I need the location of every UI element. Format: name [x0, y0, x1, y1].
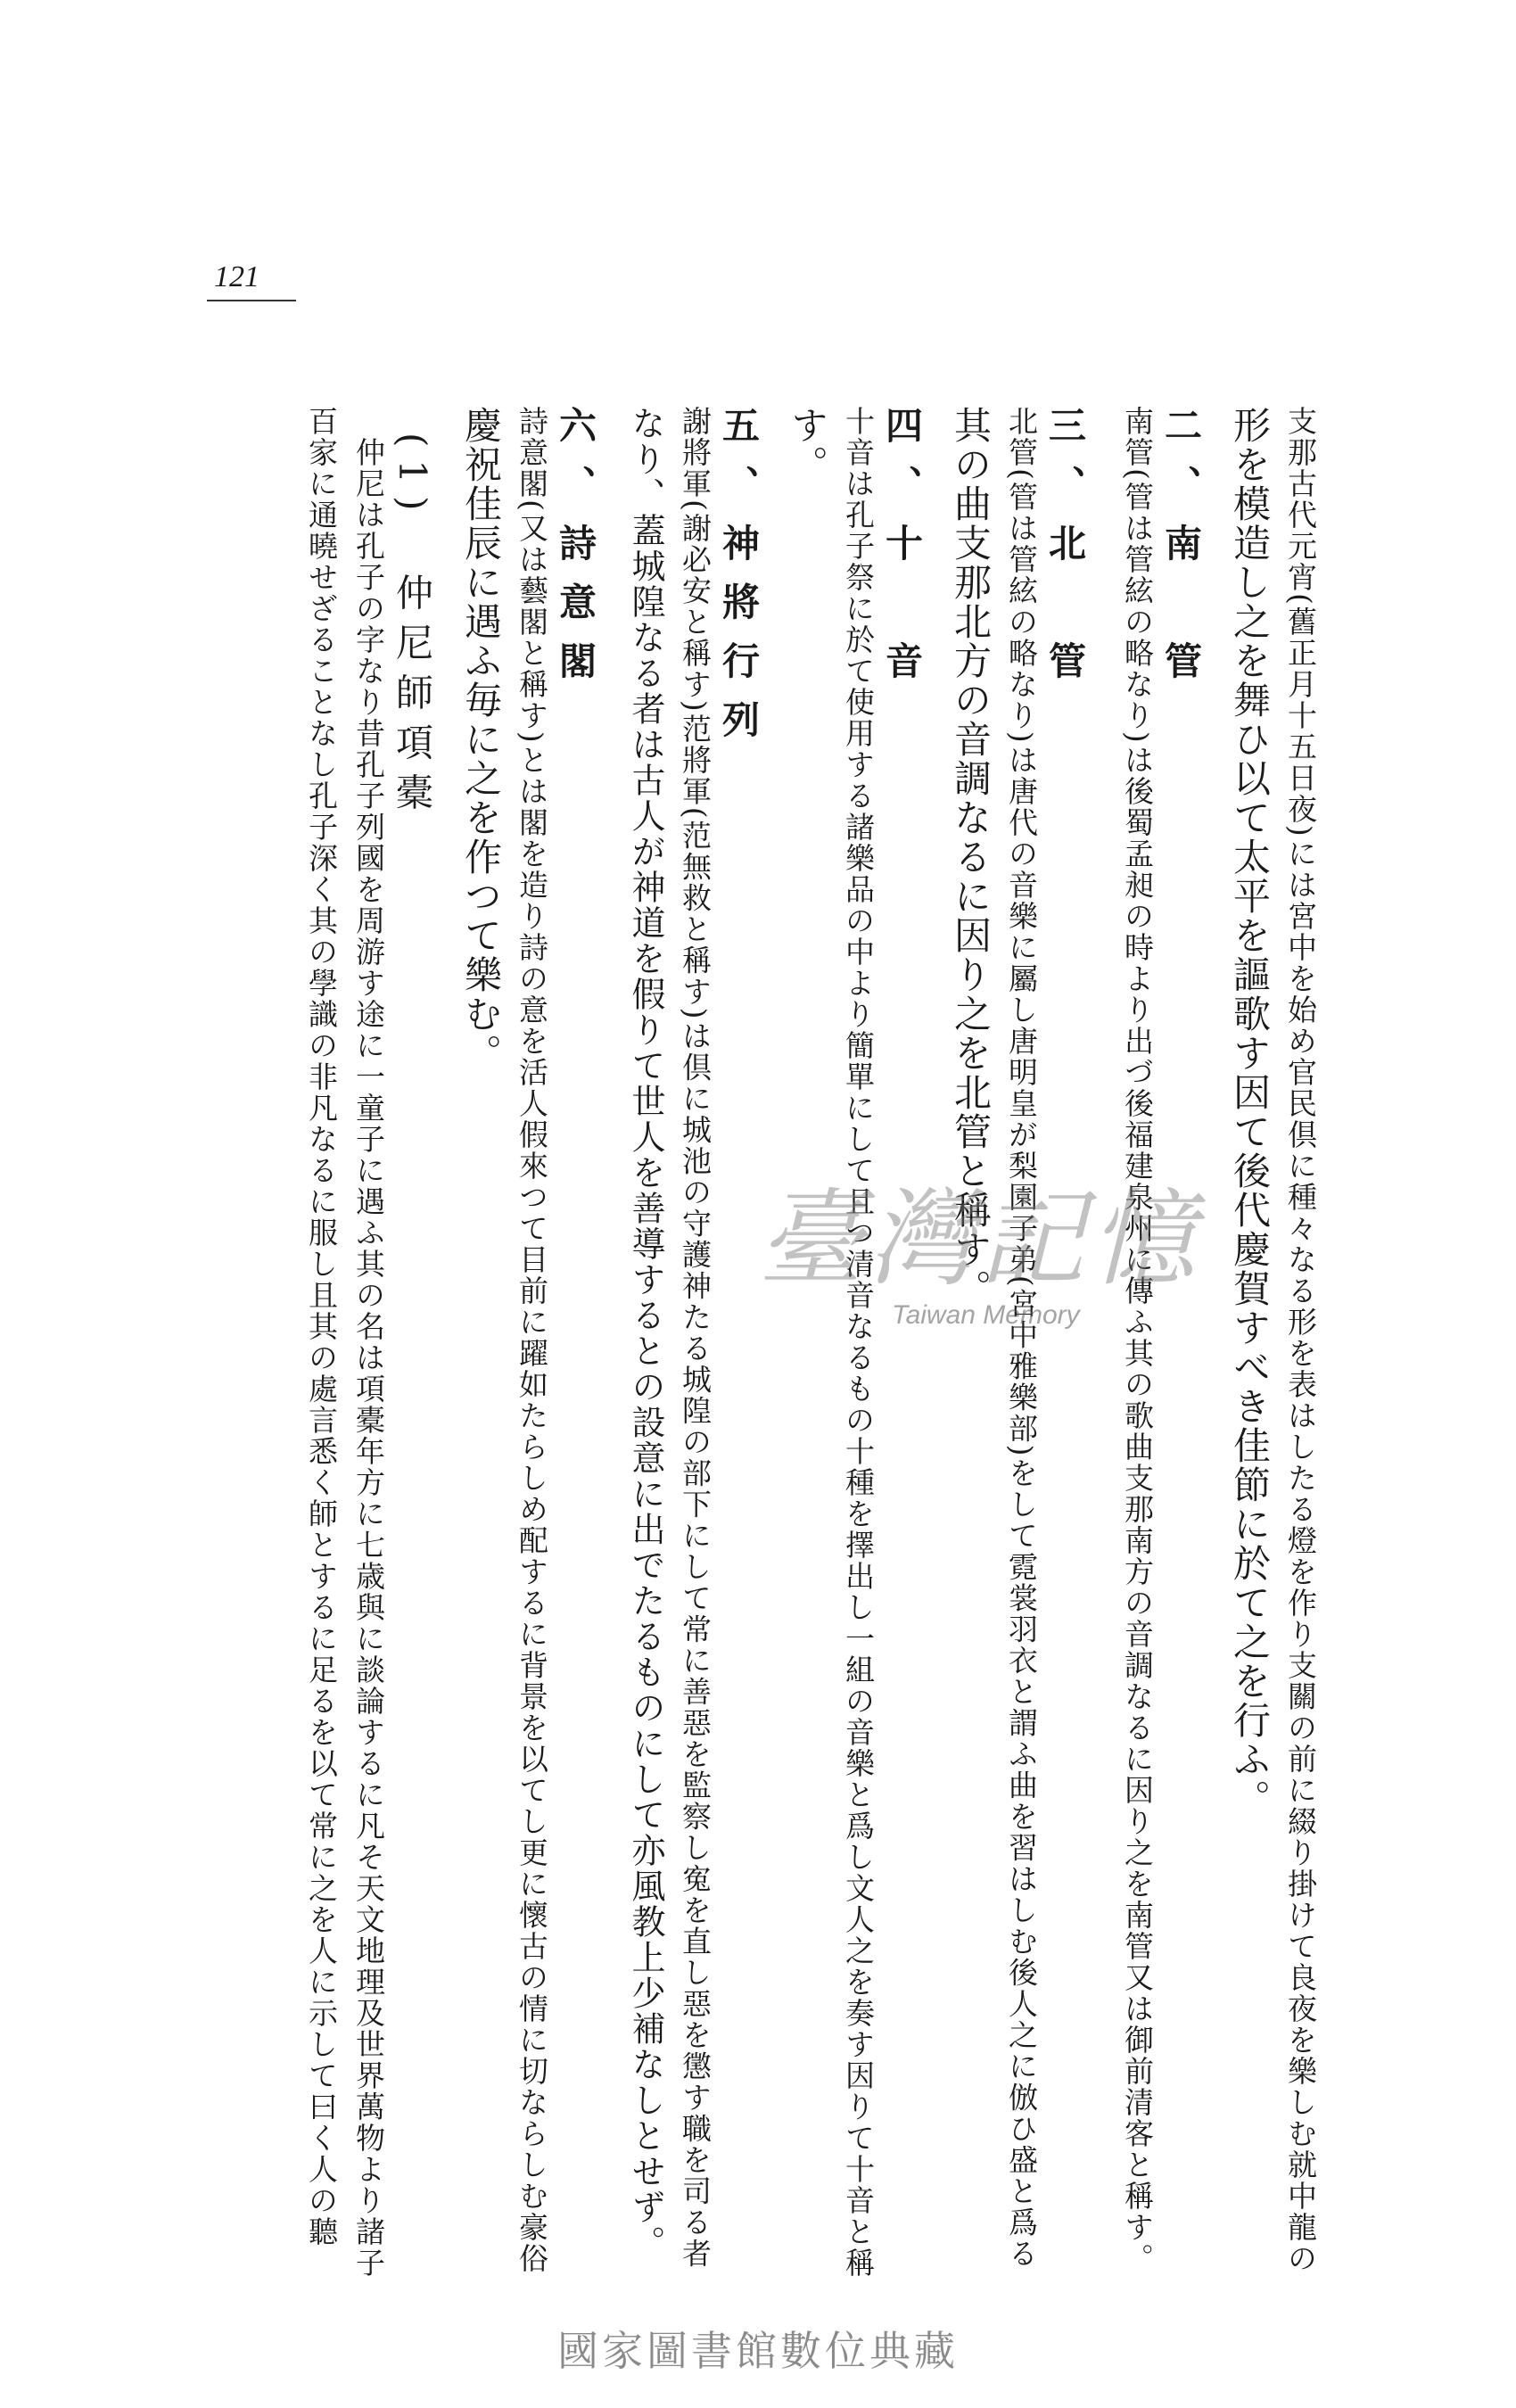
section-heading: 四、十 音	[880, 406, 924, 700]
watermark-sub: Taiwan Memory	[892, 1300, 1080, 1330]
section-heading: 五、神將行列	[717, 406, 761, 759]
text-column: 百家に通曉せざることなし孔子深く其の學識の非凡なるに服し且其の處言悉く師とするに足るを以て常に之を人に示して曰く人の聽	[304, 406, 339, 2247]
text-column: 謝將軍(謝必安と稱す)范將軍(范無救と稱す)は倶に城池の守護神たる城隍の部下にして常に善惡を監察し寃を直し惡を懲す職を司る者	[678, 406, 713, 2270]
page-number-rule	[207, 300, 296, 301]
subsection-heading: (1) 仲尼師項橐	[391, 433, 434, 823]
page-number: 121	[214, 260, 260, 293]
text-column: 支那古代元宵(舊正月十五日夜)には宮中を始め官民倶に種々なる形を表はしたる燈を作り支關の前に綴り掛けて良夜を樂しむ就中龍の	[1283, 406, 1318, 2274]
text-column: す。	[786, 406, 829, 484]
text-column: 十音は孔子祭に於て使用する諸樂品の中より簡單にして且つ清音なるもの十種を擇出し一組の音樂と爲し文人之を奏す因りて十音と稱	[841, 406, 876, 2279]
text-column: なり、蓋城隍なる者は古人が神道を假りて世人を善導するとの設意に出でたるものにして亦風教上少補なしとせず。	[626, 406, 665, 2261]
section-heading: 二、南 管	[1159, 406, 1203, 700]
watermark-main: 臺灣記憶	[758, 1177, 1201, 1300]
text-column: 仲尼は孔子の字なり昔孔子列國を周游す途に一童子に遇ふ其の名は項橐年方に七歳與に談論するに凡そ天文地理及世界萬物より諸子	[351, 437, 386, 2279]
footer-archive-label: 國家圖書館數位典藏	[557, 2327, 959, 2375]
section-heading: 六、詩意閣	[554, 406, 597, 700]
text-column: 詩意閣(又は藝閣と稱す)とは閣を造り詩の意を活人假來つて目前に躍如たらしめ配するに背景を以てし更に懷古の情に切ならしむ豪俗	[515, 406, 549, 2274]
section-heading: 三、北 管	[1043, 406, 1087, 700]
text-column: 南管(管は管絃の略なり)は後蜀孟昶の時より出づ後福建泉州に傳ふ其の歌曲支那南方の音調なるに因り之を南管又は御前清客と稱す。	[1120, 406, 1155, 2274]
text-column: 慶祝佳辰に遇ふ毎に之を作つて樂む。	[459, 406, 503, 1073]
text-column: 形を模造し之を舞ひ以て太平を謳歌す因て後代慶賀すべき佳節に於て之を行ふ。	[1228, 406, 1272, 1818]
text-column: 其の曲支那北方の音調なるに因り之を北管と稱す。	[949, 406, 993, 1308]
text-column: 北管(管は管絃の略なり)は唐代の音樂に屬し唐明皇が梨園子弟(宮中雅樂部)をして霓裳羽衣と謂ふ曲を習はしむ後人之に倣ひ盛と爲る	[1004, 406, 1039, 2270]
